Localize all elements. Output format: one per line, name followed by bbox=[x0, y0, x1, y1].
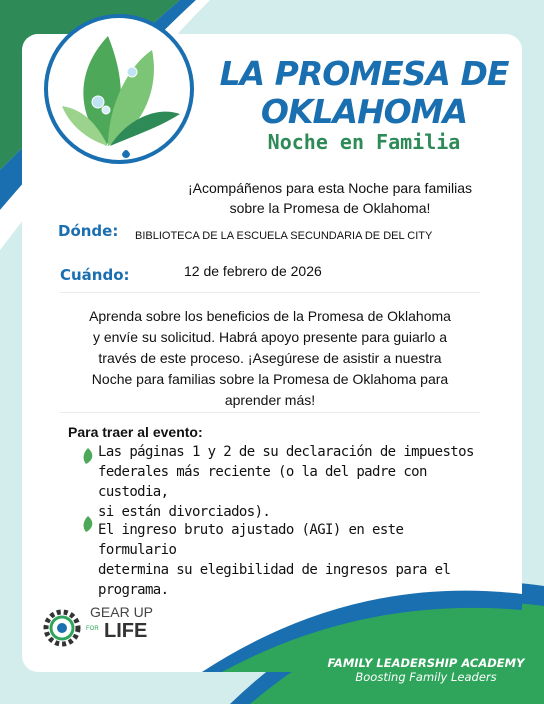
list-item-line: programa. bbox=[98, 582, 169, 598]
description-line: aprender más! bbox=[224, 392, 316, 408]
footer-subtitle: Boosting Family Leaders bbox=[355, 670, 497, 684]
where-label: Dónde: bbox=[58, 222, 119, 240]
list-item-line: El ingreso bruto ajustado (AGI) en este formulario bbox=[98, 522, 404, 558]
divider bbox=[60, 292, 480, 293]
list-item-line: federales más reciente (o la del padre con custodia, bbox=[98, 464, 427, 500]
bring-heading: Para traer al evento: bbox=[68, 424, 203, 440]
leaf-logo bbox=[44, 14, 194, 164]
list-item-line: Las páginas 1 y 2 de su declaración de impuestos bbox=[98, 444, 474, 460]
intro-line-2: sobre la Promesa de Oklahoma! bbox=[229, 200, 431, 216]
when-value: 12 de febrero de 2026 bbox=[184, 263, 322, 279]
life-text: LIFE bbox=[104, 620, 148, 642]
where-value: BIBLIOTECA DE LA ESCUELA SECUNDARIA DE DEL CITY bbox=[135, 230, 433, 242]
leaf-bullet-icon bbox=[82, 516, 94, 532]
list-item-line: determina su elegibilidad de ingresos para el bbox=[98, 562, 451, 578]
leaf-bullet-icon bbox=[82, 448, 94, 464]
leaf-icon bbox=[48, 18, 190, 160]
subtitle: Noche en Familia bbox=[267, 130, 461, 154]
gear-up-text: GEAR UP bbox=[90, 604, 154, 620]
description-line: Noche para familias sobre la Promesa de Oklahoma para bbox=[91, 371, 449, 387]
list-item bbox=[98, 520, 488, 600]
gear-up-for: FOR bbox=[86, 626, 99, 632]
description-line: Aprenda sobre los beneficios de la Promesa de Oklahoma bbox=[89, 308, 451, 324]
list-item bbox=[98, 442, 488, 522]
description-line: y envíe su solicitud. Habrá apoyo presente para guiarlo a bbox=[92, 329, 448, 345]
gear-icon bbox=[46, 612, 78, 644]
title-line-1: LA PROMESA DE bbox=[219, 54, 509, 93]
intro-line-1: ¡Acompáñenos para esta Noche para familias bbox=[187, 180, 473, 196]
divider bbox=[60, 412, 480, 413]
description bbox=[58, 306, 482, 411]
list-item-line: si están divorciados). bbox=[98, 504, 271, 520]
intro-text bbox=[150, 178, 510, 218]
footer-title: FAMILY LEADERSHIP ACADEMY bbox=[327, 656, 525, 670]
description-line: través de este proceso. ¡Asegúrese de asistir a nuestra bbox=[98, 350, 442, 366]
when-label: Cuándo: bbox=[60, 266, 130, 284]
title-line-2: OKLAHOMA bbox=[260, 92, 468, 131]
